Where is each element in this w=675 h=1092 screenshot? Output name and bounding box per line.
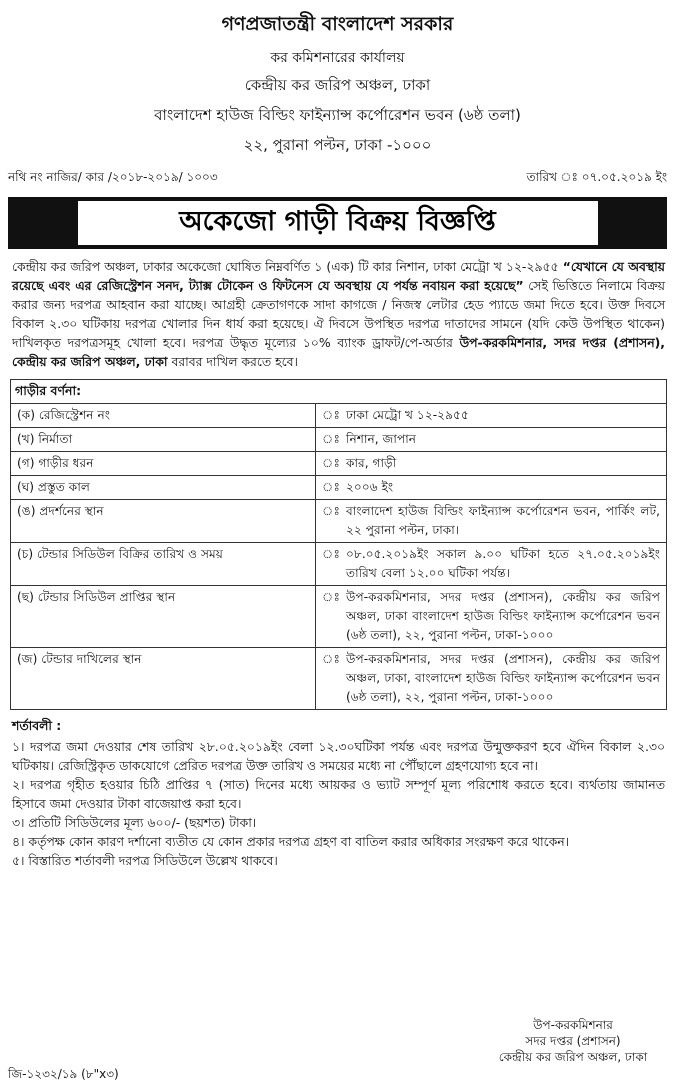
table-row bbox=[11, 543, 666, 586]
row-colon: ঃ bbox=[322, 432, 340, 446]
term-item: ৫। বিস্তারিত শর্তাবলী দরপত্র সিডিউলে উল্লেখ থাকবে। bbox=[12, 853, 278, 868]
notice-title: অকেজো গাড়ী বিক্রয় বিজ্ঞপ্তি bbox=[78, 201, 598, 245]
table-row bbox=[11, 404, 666, 428]
intro-condition-text: “যেখানে যে অবস্থায় রয়েছে এবং এর রেজিস্ট্রেশন সনদ, ট্যাক্স টোকেন ও ফিটনেস যে অবস্থায় যে পর্যন্ত নবায়ন করা হয়েছে” bbox=[12, 259, 665, 293]
signatory-zone: কেন্দ্রীয় কর জরিপ অঞ্চল, ঢাকা bbox=[498, 1050, 648, 1064]
row-value: ঢাকা মেট্রো খ ১২-২৯৫৫ bbox=[346, 408, 469, 422]
intro-paragraph bbox=[12, 257, 665, 371]
signatory-title: উপ-করকমিশনার bbox=[533, 1018, 613, 1032]
intro-recipient-text: উপ-করকমিশনার, সদর দপ্তর (প্রশাসন), কেন্দ্রীয় কর জরিপ অঞ্চল, ঢাকা bbox=[12, 335, 665, 369]
title-banner bbox=[8, 197, 667, 249]
table-heading: গাড়ীর বর্ণনা: bbox=[11, 380, 666, 404]
term-item: ২। দরপত্র গৃহীত হওয়ার চিঠি প্রাপ্তির ৭ (সাত) দিনের মধ্যে আয়কর ও ভ্যাট সম্পূর্ণ মূল্য পরিশোধ করতে হবে। ব্যর্থতায় জামানত হিসাবে জমা দেওয়ার টাকা বাজেয়াপ্ত করা হবে। bbox=[12, 777, 665, 811]
reference-row bbox=[4, 169, 671, 189]
table-row bbox=[11, 476, 666, 500]
government-name: গণপ্রজাতন্ত্রী বাংলাদেশ সরকার bbox=[221, 13, 454, 35]
row-colon: ঃ bbox=[322, 547, 340, 561]
row-colon: ঃ bbox=[322, 408, 340, 422]
building-name: বাংলাদেশ হাউজ বিল্ডিং ফাইন্যান্স কর্পোরেশন ভবন (৬ষ্ঠ তলা) bbox=[154, 106, 521, 124]
row-value: উপ-করকমিশনার, সদর দপ্তর (প্রশাসন), কেন্দ্রীয় কর জরিপ অঞ্চল, ঢাকা বাংলাদেশ হাউজ বিল্ডিং ফাইন্যান্স কর্পোরেশন ভবন (৬ষ্ঠ তলা), ২২, পুরানা পল্টন, ঢাকা-১০০০ bbox=[346, 590, 660, 642]
office-name: কর কমিশনারের কার্যালয় bbox=[270, 50, 405, 66]
table-row bbox=[11, 648, 666, 709]
row-colon: ঃ bbox=[322, 480, 340, 494]
row-label: (ঙ) প্রদর্শনের স্থান bbox=[11, 500, 316, 542]
term-item: ৪। কর্তৃপক্ষ কোন কারণ দর্শানো ব্যতীত যে কোন প্রকার দরপত্র গ্রহণ বা বাতিল করার অধিকার সংরক্ষণ করে থাকেন। bbox=[12, 834, 570, 849]
notice-date: তারিখ ঃ ০৭.০৫.২০১৯ ইং bbox=[526, 170, 667, 184]
row-label: (জ) টেন্ডার দাখিলের স্থান bbox=[11, 648, 316, 709]
tender-notice-page bbox=[4, 4, 671, 1088]
row-value: ২০০৬ ইং bbox=[346, 480, 394, 494]
row-value: কার, গাড়ী bbox=[346, 456, 397, 470]
row-colon: ঃ bbox=[322, 590, 340, 604]
table-row bbox=[11, 452, 666, 476]
terms-section bbox=[12, 716, 665, 870]
signature-block bbox=[488, 1017, 658, 1065]
row-value: নিশান, জাপান bbox=[346, 432, 417, 446]
office-header bbox=[4, 10, 671, 159]
table-row bbox=[11, 428, 666, 452]
row-value: বাংলাদেশ হাউজ বিল্ডিং ফাইন্যান্স কর্পোরেশন ভবন, পার্কিং লট, ২২ পুরানা পল্টন, ঢাকা। bbox=[346, 504, 660, 537]
row-value: উপ-করকমিশনার, সদর দপ্তর (প্রশাসন), কেন্দ্রীয় কর জরিপ অঞ্চল, ঢাকা, বাংলাদেশ হাউজ বিল্ডিং ফাইন্যান্স কর্পোরেশন ভবন (৬ষ্ঠ তলা), ২২, পুরানা পল্টন, ঢাকা-১০০০ bbox=[346, 652, 660, 704]
zone-name: কেন্দ্রীয় কর জরিপ অঞ্চল, ঢাকা bbox=[244, 76, 431, 94]
vehicle-description-table bbox=[10, 379, 667, 710]
row-value: ০৮.০৫.২০১৯ইং সকাল ৯.০০ ঘটিকা হতে ২৭.০৫.২০১৯ইং তারিখ বেলা ১২.০০ ঘটিকা পর্যন্ত। bbox=[346, 547, 660, 580]
footer-code: জি-১২৩২/১৯ (৮"x৩) bbox=[8, 1067, 119, 1081]
row-label: (ক) রেজিস্ট্রেশন নং bbox=[11, 404, 316, 427]
row-label: (খ) নির্মাতা bbox=[11, 428, 316, 451]
row-label: (গ) গাড়ীর ধরন bbox=[11, 452, 316, 475]
row-label: (চ) টেন্ডার সিডিউল বিক্রির তারিখ ও সময় bbox=[11, 543, 316, 585]
reference-number: নথি নং নাজির/ কার /২০১৮-২০১৯/ ১০০৩ bbox=[8, 170, 218, 184]
term-item: ৩। প্রতিটি সিডিউলের মূল্য ৬০০/- (ছয়শত) টাকা। bbox=[12, 815, 257, 830]
row-colon: ঃ bbox=[322, 504, 340, 518]
term-item: ১। দরপত্র জমা দেওয়ার শেষ তারিখ ২৮.০৫.২০১৯ইং বেলা ১২.৩০ঘটিকা পর্যন্ত এবং দরপত্র উন্মুক্তকরণ হবে ঐদিন বিকাল ২.৩০ ঘটিকায়। রেজিস্ট্রিকৃত ডাকযোগে প্রেরিত দরপত্র উক্ত তারিখ ও সময়ের মধ্যে না পৌঁছালে গ্রহণযোগ্য হবে না। bbox=[12, 739, 665, 773]
row-colon: ঃ bbox=[322, 456, 340, 470]
row-colon: ঃ bbox=[322, 652, 340, 666]
intro-text-1: কেন্দ্রীয় কর জরিপ অঞ্চল, ঢাকার অকেজো ঘোষিত নিম্নবর্ণিত ১ (এক) টি কার নিশান, ঢাকা মেট্রো খ ১২-২৯৫৫ bbox=[12, 259, 563, 274]
signatory-department: সদর দপ্তর (প্রশাসন) bbox=[525, 1034, 621, 1048]
table-row bbox=[11, 586, 666, 648]
terms-title: শর্তাবলী : bbox=[12, 718, 62, 733]
table-row bbox=[11, 500, 666, 543]
row-label: (ঘ) প্রস্তুত কাল bbox=[11, 476, 316, 499]
intro-text-3: বরাবর দাখিল করতে হবে। bbox=[167, 354, 298, 369]
office-address: ২২, পুরানা পল্টন, ঢাকা -১০০০ bbox=[243, 136, 432, 154]
intro-text-2: সেই ভিত্তিতে নিলামে বিক্রয় করার জন্য দরপত্র আহবান করা যাচ্ছে। আগ্রহী ক্রেতাগণকে সাদা কাগজে / নিজস্ব লেটার হেড প্যাডে জমা দিতে হবে। উক্ত দিবসে বিকাল ২.৩০ ঘটিকায় দরপত্র খোলার দিন ধার্য করা হয়েছে। ঐ দিবসে উপস্থিত দরপত্র দাতাদের সামনে (যদি কেউ উপস্থিত থাকেন) দাখিলকৃত দরপত্রসমূহ খোলা হবে। দরপত্র উদ্ধৃত মূল্যের ১০% ব্যাংক ড্রাফট/পে-অর্ডার bbox=[12, 278, 665, 350]
row-label: (ছ) টেন্ডার সিডিউল প্রাপ্তির স্থান bbox=[11, 586, 316, 647]
